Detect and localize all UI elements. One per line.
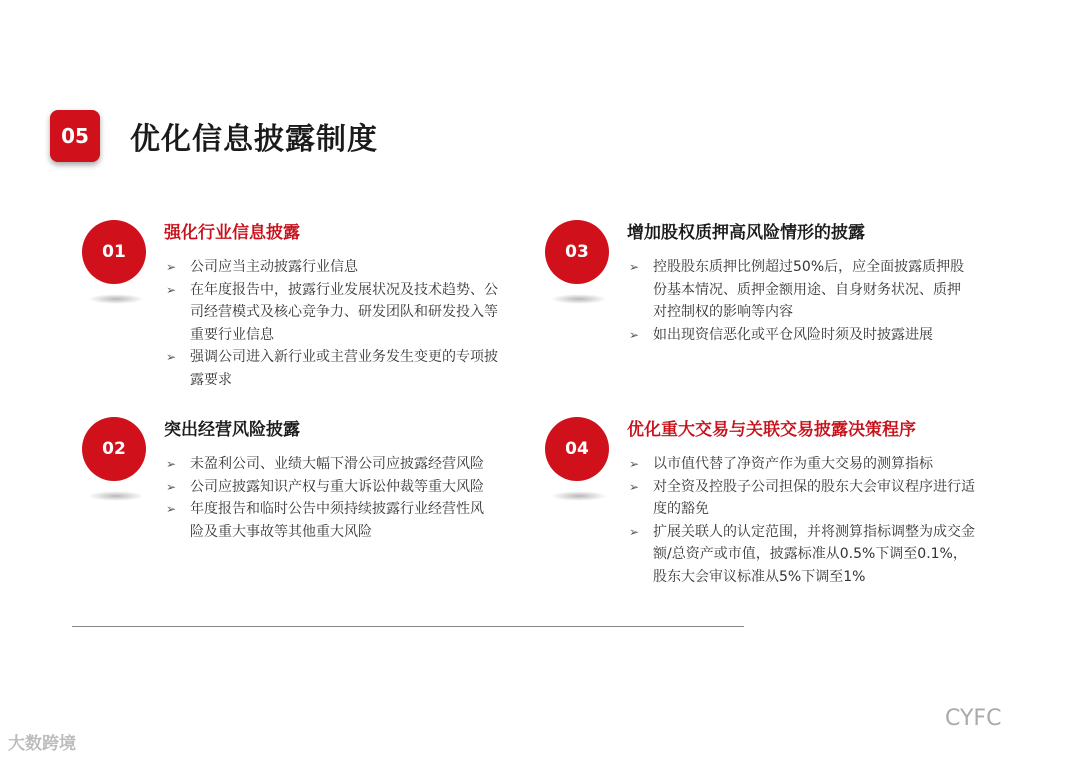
- arrow-right-icon: ➢: [166, 479, 177, 494]
- section-03-bullets: [627, 256, 972, 346]
- list-item: ➢ 公司应披露知识产权与重大诉讼仲裁等重大风险: [164, 476, 494, 499]
- list-item: ➢ 强调公司进入新行业或主营业务发生变更的专项披露要求: [164, 346, 504, 391]
- watermark-left: 大数跨境: [8, 734, 76, 754]
- list-item: ➢ 控股股东质押比例超过50%后，应全面披露质押股份基本情况、质押金额用途、自身财务状况、质押对控制权的影响等内容: [627, 256, 972, 324]
- section-02-bullets: [164, 453, 494, 543]
- section-04-badge-wrap: [545, 415, 609, 515]
- section-04-number-badge: 04: [545, 417, 609, 481]
- list-item: ➢ 如出现资信恶化或平仓风险时须及时披露进展: [627, 324, 972, 347]
- arrow-right-icon: ➢: [629, 479, 640, 494]
- arrow-right-icon: ➢: [629, 524, 640, 539]
- arrow-right-icon: ➢: [166, 457, 177, 471]
- section-02-number-badge: 02: [82, 417, 146, 481]
- section-03-title: 增加股权质押高风险情形的披露: [627, 223, 865, 243]
- arrow-right-icon: ➢: [629, 327, 640, 342]
- list-item: ➢ 对全资及控股子公司担保的股东大会审议程序进行适度的豁免: [627, 476, 977, 521]
- list-item: ➢ 以市值代替了净资产作为重大交易的测算指标: [627, 453, 977, 476]
- section-02-title: 突出经营风险披露: [164, 420, 300, 440]
- badge-shadow: [88, 491, 144, 501]
- arrow-right-icon: ➢: [166, 350, 177, 364]
- list-item: ➢ 扩展关联人的认定范围，并将测算指标调整为成交金额/总资产或市值，披露标准从0.5%下调至0.1%，股东大会审议标准从5%下调至1%: [627, 521, 977, 589]
- section-02: [82, 415, 482, 595]
- section-01-number-badge: 01: [82, 220, 146, 284]
- section-04-title: 优化重大交易与关联交易披露决策程序: [627, 420, 916, 440]
- page-title: 优化信息披露制度: [130, 122, 378, 157]
- section-03: [545, 218, 965, 398]
- section-03-badge-wrap: [545, 218, 609, 318]
- section-03-number-badge: 03: [545, 220, 609, 284]
- section-01-title: 强化行业信息披露: [164, 223, 300, 243]
- section-04: [545, 415, 975, 605]
- arrow-right-icon: ➢: [166, 260, 177, 274]
- section-02-badge-wrap: [82, 415, 146, 515]
- badge-shadow: [551, 491, 607, 501]
- list-item: ➢ 未盈利公司、业绩大幅下滑公司应披露经营风险: [164, 453, 494, 476]
- arrow-right-icon: ➢: [166, 282, 177, 297]
- bottom-divider: [72, 626, 744, 627]
- list-item: ➢ 在年度报告中，披露行业发展状况及技术趋势、公司经营模式及核心竞争力、研发团队和研发投入等重要行业信息: [164, 279, 504, 347]
- list-item: ➢ 公司应当主动披露行业信息: [164, 256, 504, 279]
- arrow-right-icon: ➢: [629, 260, 640, 274]
- slide-number-badge: 05: [50, 110, 100, 162]
- watermark-right: CYFC: [945, 706, 1002, 731]
- list-item: ➢ 年度报告和临时公告中须持续披露行业经营性风险及重大事故等其他重大风险: [164, 498, 494, 543]
- section-04-bullets: [627, 453, 977, 588]
- arrow-right-icon: ➢: [629, 457, 640, 471]
- badge-shadow: [88, 294, 144, 304]
- section-01-badge-wrap: [82, 218, 146, 318]
- section-01: [82, 218, 498, 398]
- arrow-right-icon: ➢: [166, 502, 177, 516]
- badge-shadow: [551, 294, 607, 304]
- section-01-bullets: [164, 256, 504, 391]
